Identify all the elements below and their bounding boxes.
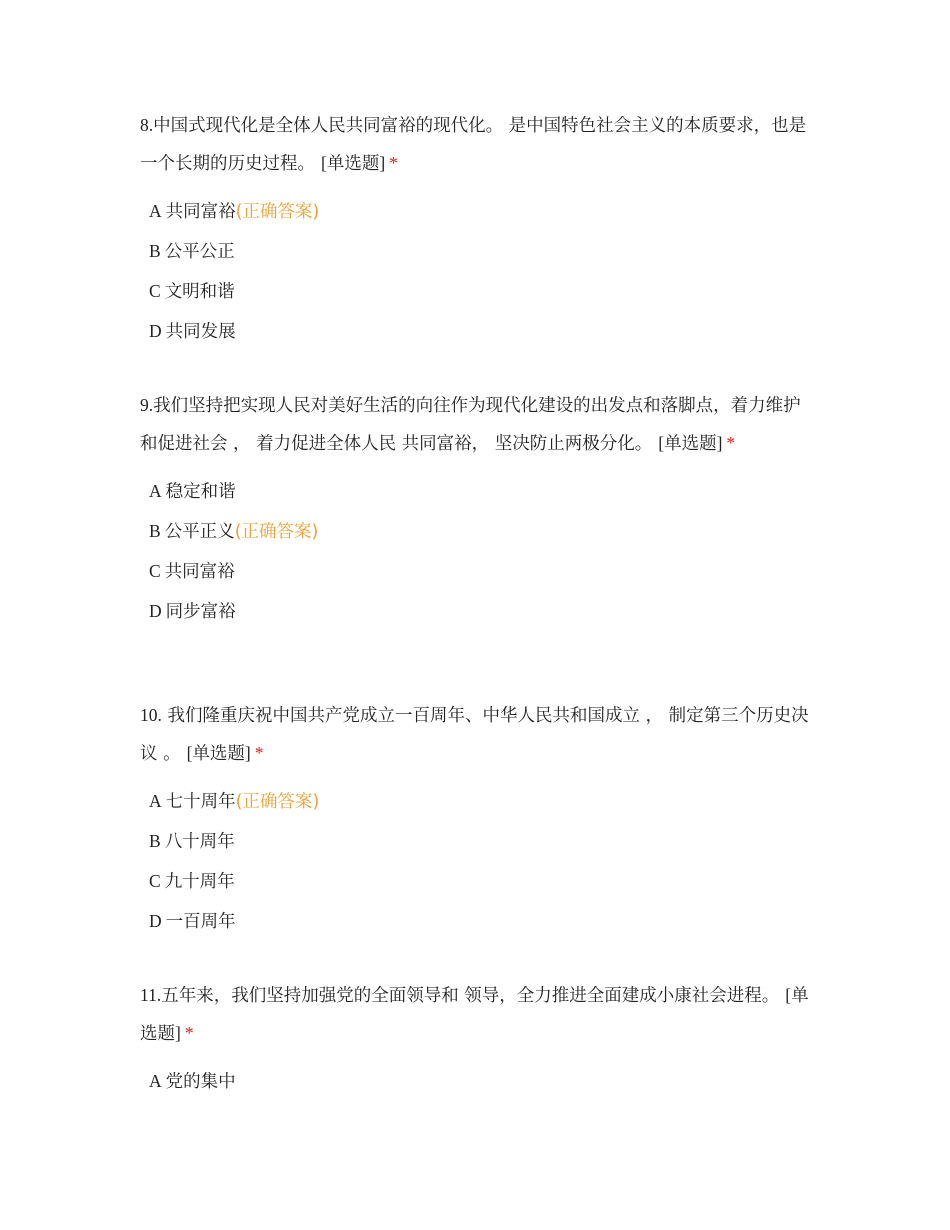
option-b[interactable] [140, 821, 810, 861]
option-letter: B [149, 241, 161, 261]
option-a[interactable] [140, 191, 810, 231]
option-label: 九十周年 [164, 872, 235, 892]
option-letter: C [149, 561, 161, 581]
option-d[interactable] [140, 901, 810, 941]
option-label: 公平公正 [164, 242, 235, 262]
question-type: [单选题] [140, 985, 809, 1043]
option-letter: C [149, 871, 161, 891]
option-letter: A [149, 201, 162, 221]
option-list [140, 1061, 810, 1101]
question-type: [单选题] [658, 433, 723, 453]
question-9 [140, 387, 810, 631]
correct-answer-note: (正确答案) [234, 522, 319, 542]
question-body: 我们坚持把实现人民对美好生活的向往作为现代化建设的出发点和落脚点，着力维护和促进社会 ， 着力促进全体人民 共同富裕， 坚决防止两极分化。 [140, 396, 801, 454]
required-mark: * [389, 153, 398, 173]
option-label: 稳定和谐 [165, 482, 236, 502]
question-text [140, 697, 810, 773]
question-body: 五年来，我们坚持加强党的全面领导和 领导，全力推进全面建成小康社会进程。 [161, 986, 780, 1006]
option-letter: D [149, 321, 162, 341]
question-text [140, 387, 810, 463]
question-number: 11. [140, 985, 162, 1005]
option-label: 党的集中 [165, 1072, 236, 1092]
question-11 [140, 977, 810, 1101]
option-label: 共同富裕 [165, 202, 236, 222]
option-a[interactable] [140, 781, 810, 821]
option-letter: B [149, 521, 161, 541]
option-letter: B [149, 831, 161, 851]
question-number: 8. [140, 115, 154, 135]
option-label: 一百周年 [165, 912, 236, 932]
option-c[interactable] [140, 271, 810, 311]
option-label: 同步富裕 [165, 602, 236, 622]
option-letter: C [149, 281, 161, 301]
question-number: 10. [140, 705, 162, 725]
option-d[interactable] [140, 591, 810, 631]
option-label: 共同富裕 [164, 562, 235, 582]
option-list [140, 471, 810, 631]
correct-answer-note: (正确答案) [235, 202, 320, 222]
option-label: 八十周年 [164, 832, 235, 852]
question-number: 9. [140, 395, 154, 415]
option-c[interactable] [140, 551, 810, 591]
option-list [140, 781, 810, 941]
option-letter: A [149, 791, 162, 811]
option-letter: A [149, 1071, 162, 1091]
question-text [140, 107, 810, 183]
option-letter: D [149, 601, 162, 621]
required-mark: * [726, 433, 736, 453]
question-type: [单选题] [321, 153, 386, 173]
correct-answer-note: (正确答案) [235, 792, 320, 812]
option-label: 公平正义 [164, 522, 235, 542]
option-a[interactable] [140, 1061, 810, 1101]
option-label: 文明和谐 [164, 282, 235, 302]
option-d[interactable] [140, 311, 810, 351]
required-mark: * [254, 743, 264, 763]
question-text [140, 977, 810, 1053]
option-letter: D [149, 911, 162, 931]
question-10 [140, 697, 810, 941]
required-mark: * [184, 1023, 194, 1043]
question-8 [140, 107, 810, 351]
question-type: [单选题] [186, 743, 251, 763]
option-letter: A [149, 481, 162, 501]
question-body: 我们隆重庆祝中国共产党成立一百周年、中华人民共和国成立 ， 制定第三个历史决议 。 [140, 706, 809, 764]
option-label: 共同发展 [165, 322, 236, 342]
option-b[interactable] [140, 231, 810, 271]
option-b[interactable] [140, 511, 810, 551]
option-c[interactable] [140, 861, 810, 901]
option-list [140, 191, 810, 351]
question-body: 中国式现代化是全体人民共同富裕的现代化。 是中国特色社会主义的本质要求，也是一个长期的历史过程。 [140, 116, 807, 174]
option-a[interactable] [140, 471, 810, 511]
option-label: 七十周年 [165, 792, 236, 812]
